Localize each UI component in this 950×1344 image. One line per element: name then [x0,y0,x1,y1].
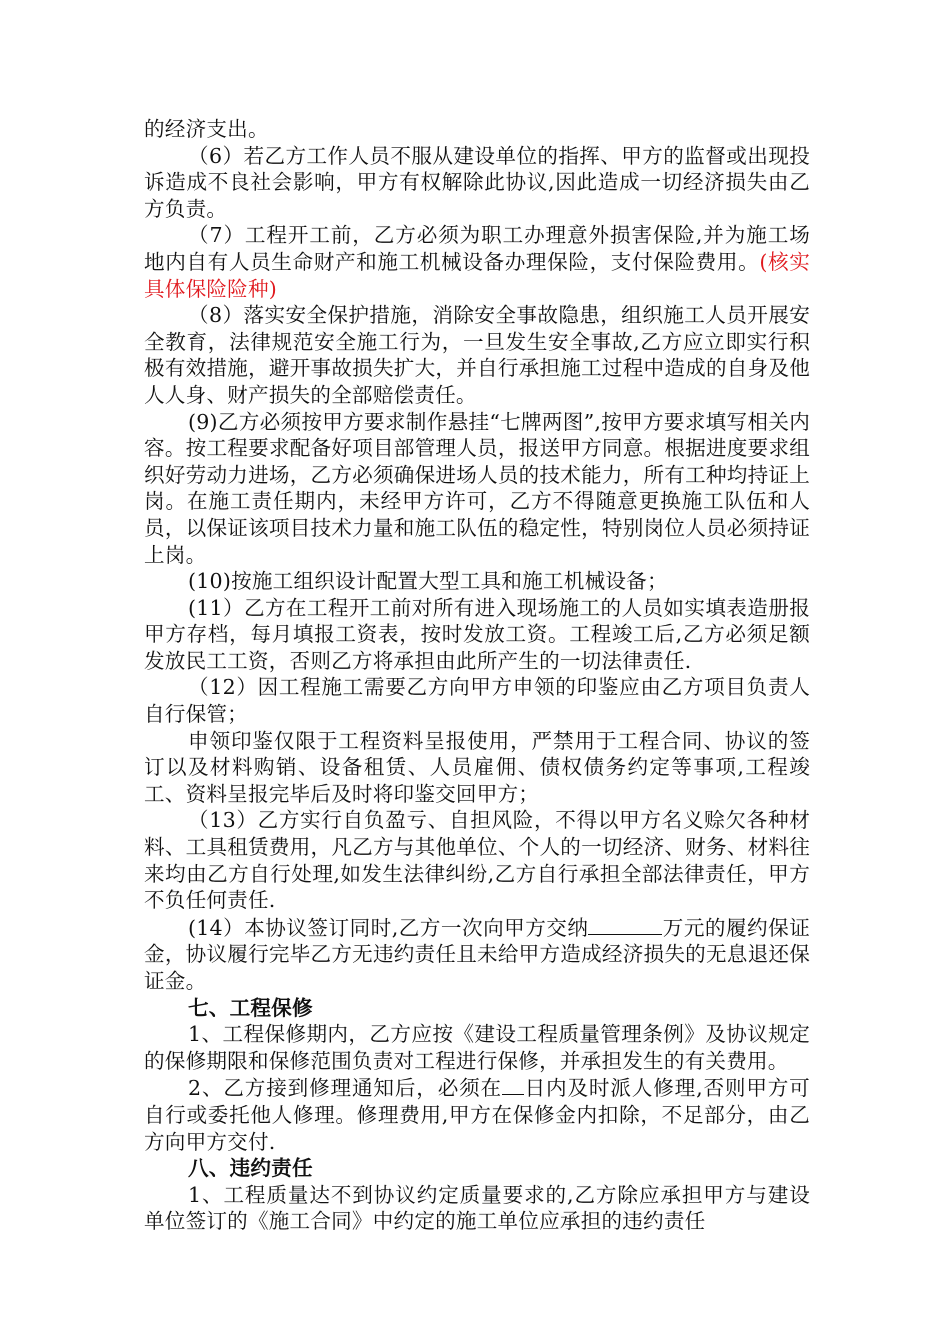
clause-10: (10)按施工组织设计配置大型工具和施工机械设备； [188,569,668,594]
deposit-amount-blank [588,914,662,935]
clause-7 [144,222,810,302]
section-heading-liability: 八、违约责任 [188,1156,313,1181]
warranty-item-2-text-b: 日内及时派人修理,否则甲方可自行或委托他人修理。修理费用,甲方在保修金内扣除，不足部分，由乙方向甲方交付. [144,1076,810,1154]
clause-11: (11）乙方在工程开工前对所有进入现场施工的人员如实填表造册报甲方存档，每月填报工资表，按时发放工资。工程竣工后,乙方必须足额发放民工工资，否则乙方将承担由此所产生的一切法律责任. [144,595,810,673]
paragraph-continuation: 的经济支出。 [144,117,269,141]
section-heading-warranty: 七、工程保修 [188,995,313,1020]
clause-12: （12）因工程施工需要乙方向甲方申领的印鉴应由乙方项目负责人自行保管； [144,675,810,727]
clause-6: （6）若乙方工作人员不服从建设单位的指挥、甲方的监督或出现投诉造成不良社会影响，甲方有权解除此协议,因此造成一切经济损失由乙方负责。 [144,143,810,221]
clause-7-text: （7）工程开工前，乙方必须为职工办理意外损害保险,并为施工场地内自有人员生命财产和施工机械设备办理保险，支付保险费用。 [144,223,810,274]
clause-13: （13）乙方实行自负盈亏、自担风险，不得以甲方名义赊欠各种材料、工具租赁费用，凡乙方与其他单位、个人的一切经济、财务、材料往来均由乙方自行处理,如发生法律纠纷,乙方自行承担全部法律责任，甲方不负任何责任. [144,808,810,913]
repair-days-blank [502,1074,524,1095]
warranty-item-1: 1、工程保修期内，乙方应按《建设工程质量管理条例》及协议规定的保修期限和保修范围负责对工程进行保修，并承担发生的有关费用。 [144,1022,810,1073]
clause-7-note: (核实具体保险险种) [144,249,810,301]
clause-9: (9)乙方必须按甲方要求制作悬挂“七牌两图”,按甲方要求填写相关内容。按工程要求配备好项目部管理人员，报送甲方同意。根据进度要求组织好劳动力进场，乙方必须确保进场人员的技术能力，所有工种均持证上岗。在施工责任期内，未经甲方许可，乙方不得随意更换施工队伍和人员，以保证该项目技术力量和施工队伍的稳定性，特别岗位人员必须持证上岗。 [144,409,810,567]
clause-14-text-a: (14）本协议签订同时,乙方一次向甲方交纳 [188,915,589,940]
clause-14-text-b: 万元的履约保证金，协议履行完毕乙方无违约责任且未给甲方造成经济损失的无息退还保证金。 [144,915,811,993]
clause-8: （8）落实安全保护措施，消除安全事故隐患，组织施工人员开展安全教育，法律规范安全施工行为，一旦发生安全事故,乙方应立即实行积极有效措施，避开事故损失扩大，并自行承担施工过程中造成的自身及他人人身、财产损失的全部赔偿责任。 [144,303,810,407]
clause-12-seal-usage: 申领印鉴仅限于工程资料呈报使用，严禁用于工程合同、协议的签订以及材料购销、设备租赁、人员雇佣、债权债务约定等事项,工程竣工、资料呈报完毕后及时将印鉴交回甲方； [144,728,810,806]
warranty-item-2 [144,1074,810,1155]
warranty-item-2-text-a: 2、乙方接到修理通知后，必须在 [188,1076,502,1101]
document-body [144,116,810,1235]
liability-item-1: 1、工程质量达不到协议约定质量要求的,乙方除应承担甲方与建设单位签订的《施工合同》中约定的施工单位应承担的违约责任 [144,1182,810,1234]
clause-14 [144,914,810,995]
